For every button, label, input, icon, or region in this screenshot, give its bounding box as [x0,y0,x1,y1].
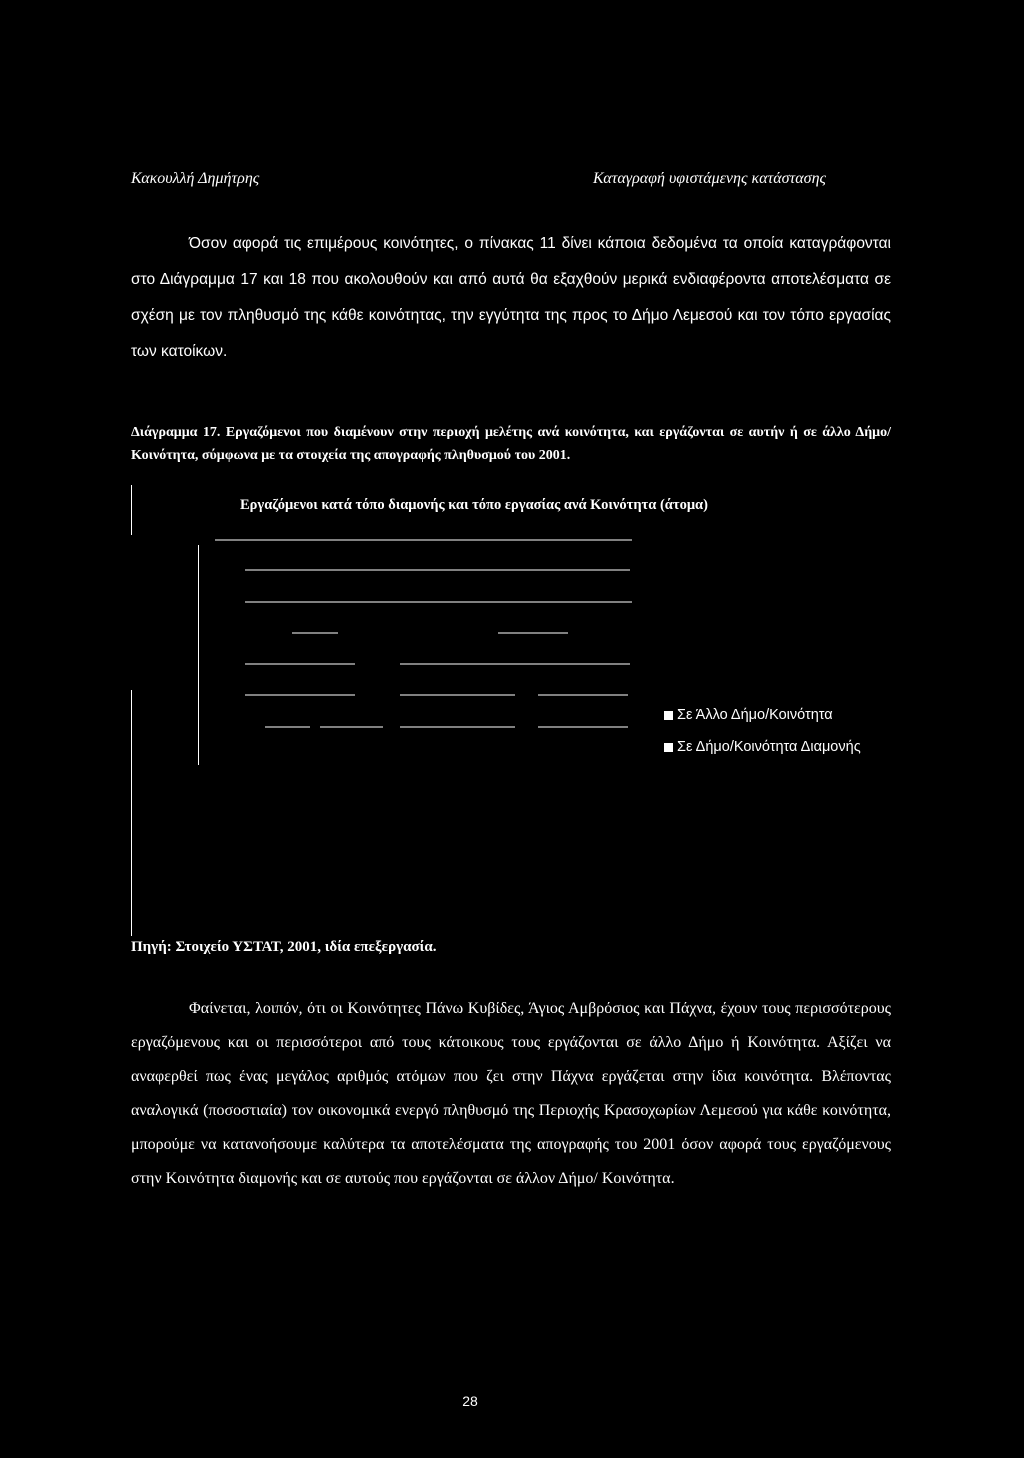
figure-label: Διάγραμμα 17. [131,425,221,440]
body-text: Φαίνεται, λοιπόν, ότι οι Κοινότητες Πάνω Κυβίδες, Άγιος Αμβρόσιος και Πάχνα, έχουν τους περισσότερους εργαζόμενους και οι περισσότεροι από τους κάτοικους τους εργάζονται σε άλλο Δήμο ή Κοινότητα. Αξίζει να αναφερθεί πως ένας μεγάλος αριθμός ατόμων που ζει στην Πάχνα εργάζεται στην ίδια κοινότητα. Βλέποντας αναλογικά (ποσοστιαία) τον οικονομικά ενεργό πληθυσμό της Περιοχής Κρασοχωρίων Λεμεσού για κάθε κοινότητα, μπορούμε να κατανοήσουμε καλύτερα τα αποτελέσματα της απογραφής του 2001 όσον αφορά τους εργαζόμενους στην Κοινότητα διαμονής και σε αυτούς που εργάζονται σε άλλον Δήμο/ Κοινότητα. [131,1000,891,1187]
chart-legend [664,705,861,769]
legend-label-residence: Σε Δήμο/Κοινότητα Διαμονής [677,739,861,755]
chart-title: Εργαζόμενοι κατά τόπο διαμονής και τόπο εργασίας ανά Κοινότητα (άτομα) [240,497,708,513]
figure-caption-text: Εργαζόμενοι που διαμένουν στην περιοχή μελέτης ανά κοινότητα, και εργάζονται σε αυτήν ή σε άλλο Δήμο/Κοινότητα, σύμφωνα με τα στοιχεία της απογραφής πληθυσμού του 2001. [131,425,891,463]
legend-label-other: Σε Άλλο Δήμο/Κοινότητα [677,707,833,723]
body-paragraph [131,992,891,1196]
page-number: 28 [462,1393,478,1409]
legend-item-other [664,705,861,725]
legend-item-residence [664,737,861,757]
legend-swatch-residence [664,743,673,752]
intro-text: Όσον αφορά τις επιμέρους κοινότητες, ο πίνακας 11 δίνει κάποια δεδομένα τα οποία καταγράφονται στο Διάγραμμα 17 και 18 που ακολουθούν και από αυτά θα εξαχθούν μερικά ενδιαφέροντα αποτελέσματα σε σχέση με τον πληθυσμό της κάθε κοινότητας, την εγγύτητα της προς το Δήμο Λεμεσού και τον τόπο εργασίας των κατοίκων. [131,235,891,360]
header-section: Καταγραφή υφιστάμενης κατάστασης [593,170,826,187]
header-author: Κακουλλή Δημήτρης [131,170,260,187]
figure-source: Πηγή: Στοιχείο ΥΣΤΑΤ, 2001, ιδία επεξεργασία. [131,939,437,955]
legend-swatch-other [664,711,673,720]
